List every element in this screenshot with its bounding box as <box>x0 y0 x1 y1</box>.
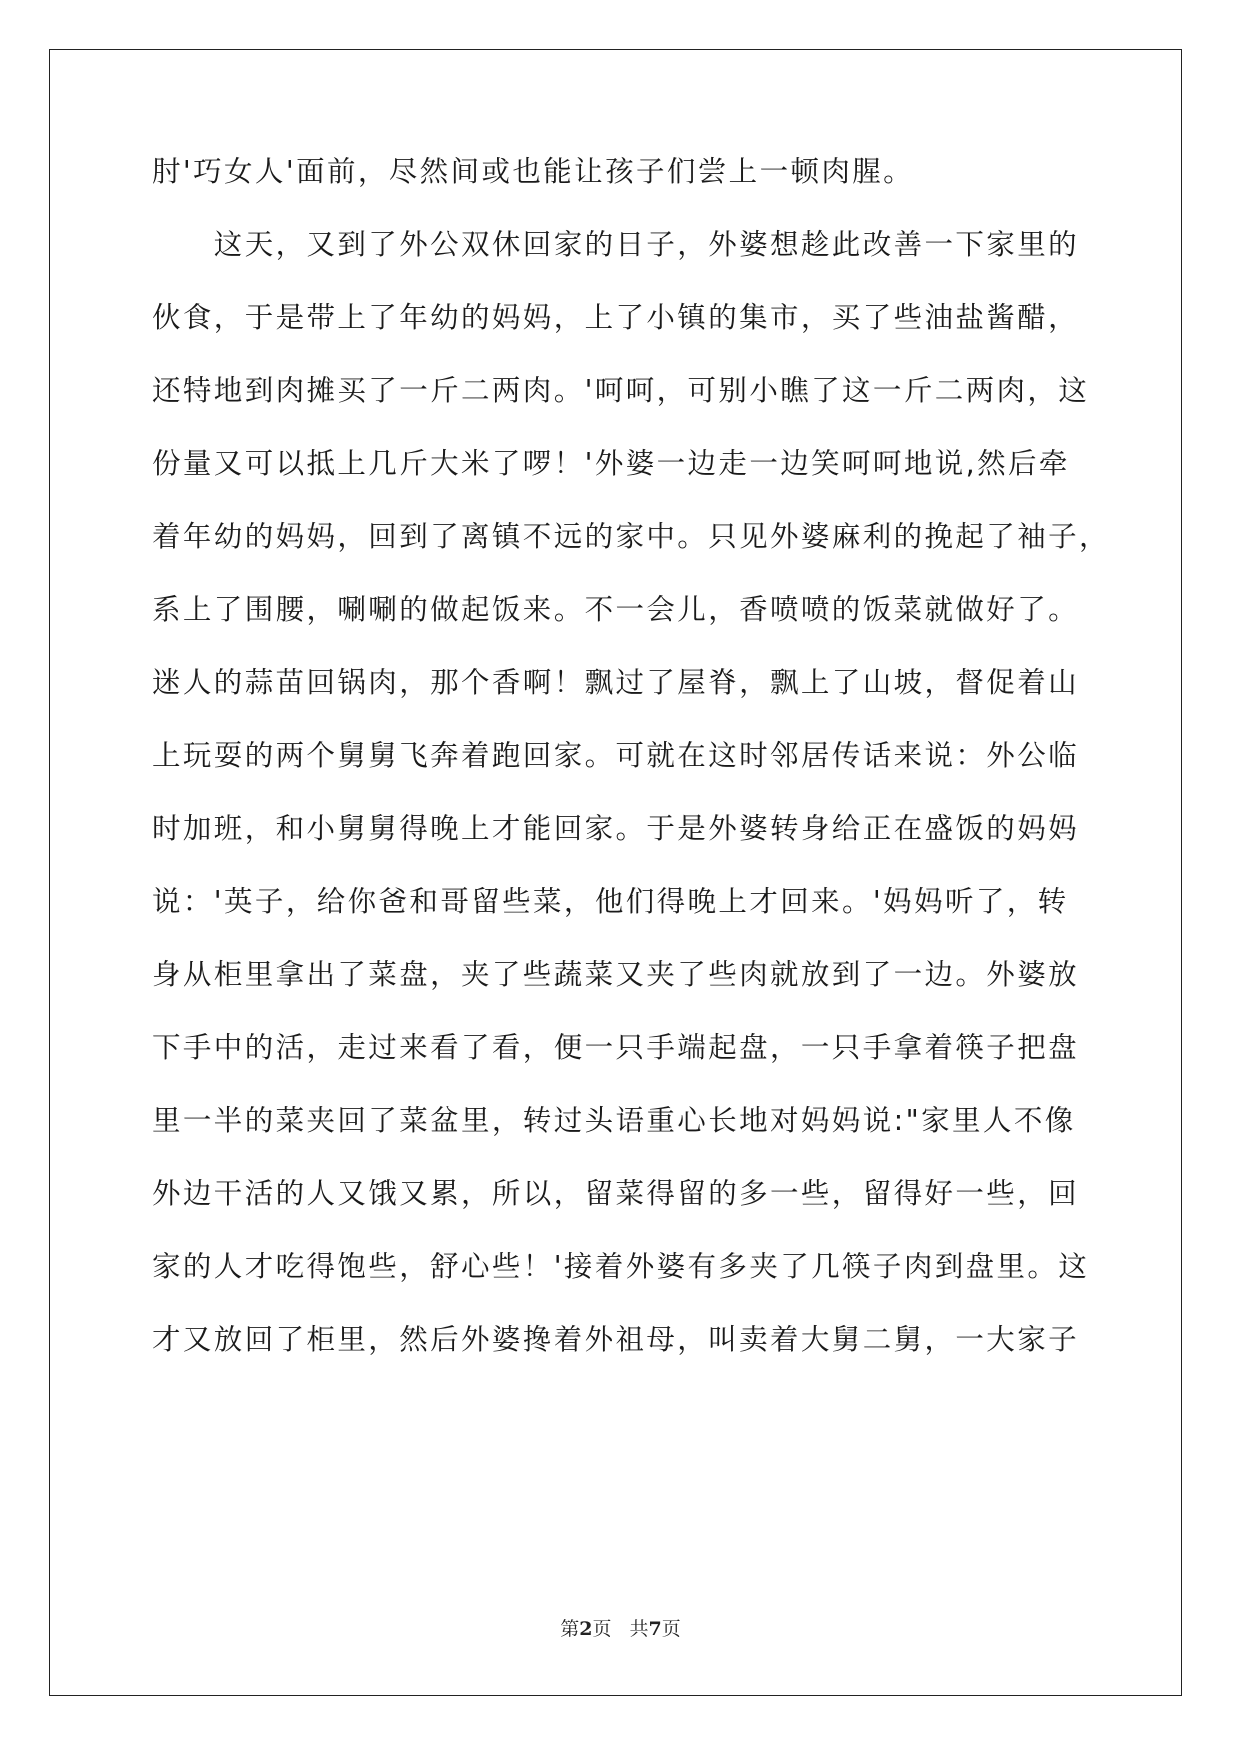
text-line: 这天，又到了外公双休回家的日子，外婆想趁此改善一下家里的 <box>152 228 1080 261</box>
text-line: 伙食，于是带上了年幼的妈妈，上了小镇的集市，买了些油盐酱醋， <box>152 301 1080 334</box>
text-line: 下手中的活，走过来看了看，便一只手端起盘，一只手拿着筷子把盘 <box>152 1031 1080 1064</box>
text-line: 还特地到肉摊买了一斤二两肉。'呵呵，可别小瞧了这一斤二两肉，这 <box>152 374 1090 407</box>
total-prefix: 共 <box>629 1618 649 1640</box>
page-footer <box>0 1614 1241 1641</box>
text-line: 肘'巧女人'面前，尽然间或也能让孩子们尝上一顿肉腥。 <box>152 155 915 188</box>
text-line: 说：'英子，给你爸和哥留些菜，他们得晚上才回来。'妈妈听了，转 <box>152 885 1069 918</box>
text-line: 家的人才吃得饱些，舒心些！'接着外婆有多夹了几筷子肉到盘里。这 <box>152 1250 1090 1283</box>
page-prefix: 第 <box>560 1618 580 1640</box>
page-current: 2 <box>579 1618 593 1640</box>
text-line: 上玩耍的两个舅舅飞奔着跑回家。可就在这时邻居传话来说：外公临 <box>152 739 1080 772</box>
text-line: 系上了围腰，唰唰的做起饭来。不一会儿，香喷喷的饭菜就做好了。 <box>152 593 1080 626</box>
page-suffix: 页 <box>592 1618 612 1640</box>
text-line: 迷人的蒜苗回锅肉，那个香啊！飘过了屋脊，飘上了山坡，督促着山 <box>152 666 1080 699</box>
page-total: 7 <box>648 1618 662 1640</box>
text-line: 着年幼的妈妈，回到了离镇不远的家中。只见外婆麻利的挽起了袖子， <box>152 520 1110 553</box>
text-line: 里一半的菜夹回了菜盆里，转过头语重心长地对妈妈说:"家里人不像 <box>152 1104 1076 1137</box>
page-border <box>49 49 1182 1696</box>
total-suffix: 页 <box>661 1618 681 1640</box>
text-line: 才又放回了柜里，然后外婆搀着外祖母，叫卖着大舅二舅，一大家子 <box>152 1323 1080 1356</box>
text-line: 身从柜里拿出了菜盘，夹了些蔬菜又夹了些肉就放到了一边。外婆放 <box>152 958 1080 991</box>
text-line: 时加班，和小舅舅得晚上才能回家。于是外婆转身给正在盛饭的妈妈 <box>152 812 1080 845</box>
text-line: 外边干活的人又饿又累，所以，留菜得留的多一些，留得好一些，回 <box>152 1177 1080 1210</box>
text-line: 份量又可以抵上几斤大米了啰！'外婆一边走一边笑呵呵地说,然后牵 <box>152 447 1070 480</box>
